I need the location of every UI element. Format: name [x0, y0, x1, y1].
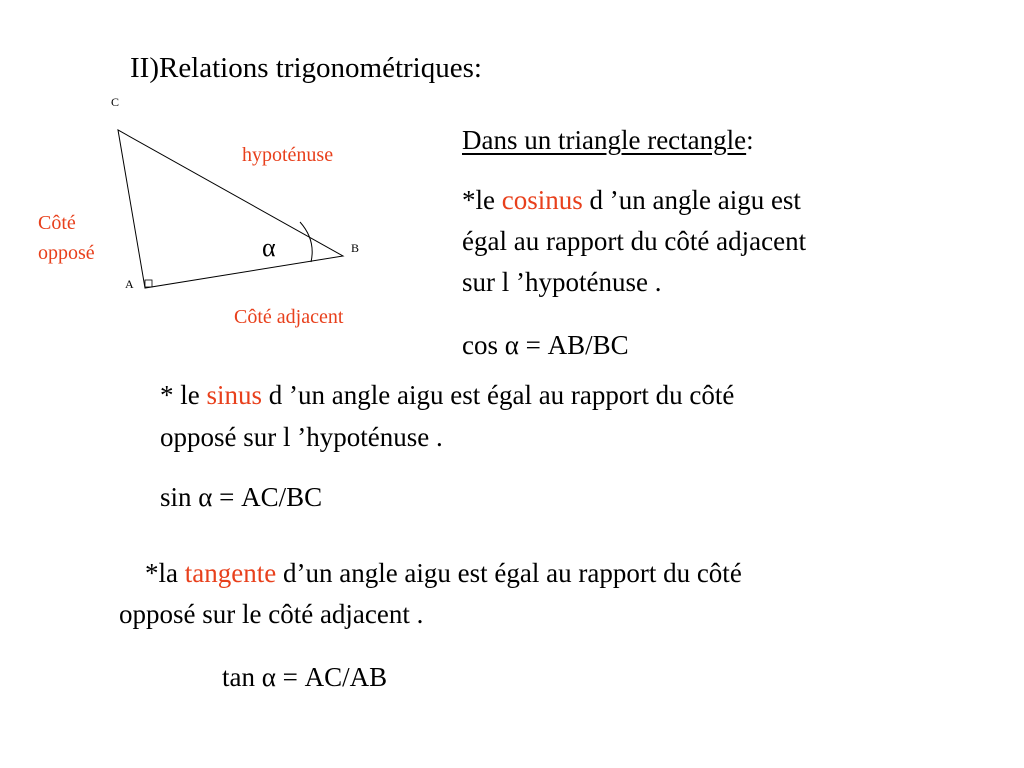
intro-heading-colon: :: [746, 125, 754, 155]
tangent-keyword: tangente: [184, 558, 277, 588]
tangent-formula: tan α = AC/AB: [222, 662, 388, 692]
adjacent-side-label: Côté adjacent: [234, 306, 344, 328]
cosine-line-3: sur l ’hypoténuse .: [462, 267, 662, 297]
vertex-label-c: C: [111, 95, 120, 109]
intro-heading-text: Dans un triangle rectangle: [462, 125, 747, 155]
sine-formula: sin α = AC/BC: [160, 482, 323, 512]
opposite-side-label-line2: opposé: [38, 242, 95, 264]
cosine-formula: cos α = AB/BC: [462, 330, 629, 360]
angle-arc: [300, 222, 312, 262]
sine-line-1: [160, 375, 734, 416]
opposite-side-label-line1: Côté: [38, 212, 76, 234]
tangent-line1-rest: d’un angle aigu est égal au rapport du côté: [276, 558, 742, 588]
intro-heading: [462, 120, 754, 161]
cosine-line-1: [462, 180, 801, 221]
angle-alpha-label: α: [262, 233, 276, 262]
right-angle-marker: [145, 280, 152, 287]
slide-title: II)Relations trigonométriques:: [130, 52, 482, 84]
vertex-label-a: A: [125, 277, 134, 291]
tangent-prefix: *la: [145, 558, 185, 588]
cosine-line1-rest: d ’un angle aigu est: [582, 185, 801, 215]
sine-keyword: sinus: [206, 380, 263, 410]
cosine-keyword: cosinus: [501, 185, 583, 215]
hypotenuse-label: hypoténuse: [242, 144, 334, 166]
sine-line-2: opposé sur l ’hypoténuse .: [160, 422, 443, 452]
cosine-line-2: égal au rapport du côté adjacent: [462, 226, 807, 256]
tangent-line-2: opposé sur le côté adjacent .: [119, 599, 424, 629]
tangent-line-1: [145, 553, 742, 594]
sine-prefix: * le: [160, 380, 207, 410]
vertex-label-b: B: [351, 241, 360, 255]
sine-line1-rest: d ’un angle aigu est égal au rapport du côté: [262, 380, 735, 410]
cosine-prefix: *le: [462, 185, 502, 215]
